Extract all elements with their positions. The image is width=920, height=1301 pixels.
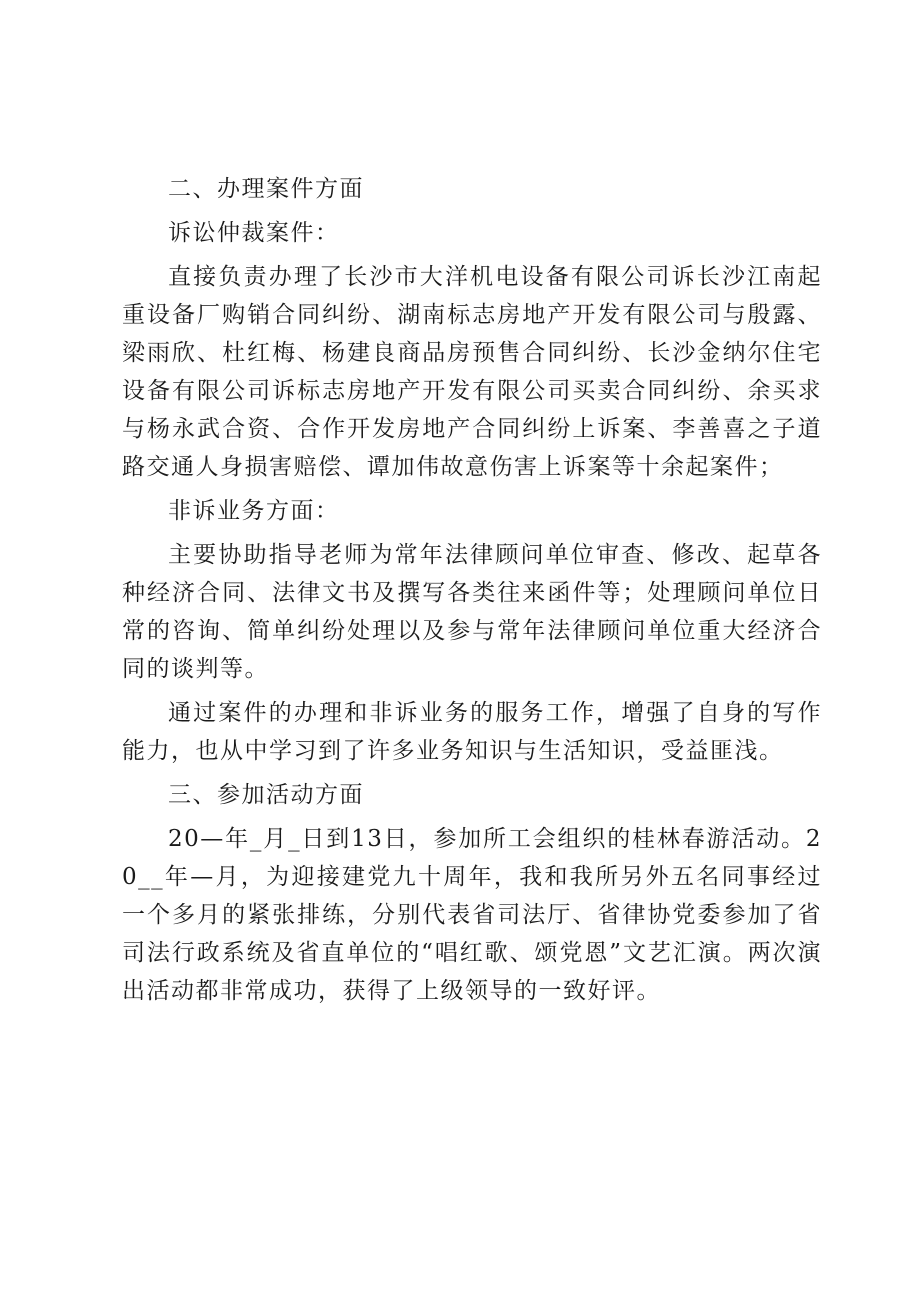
document-body	[122, 170, 822, 1016]
paragraph-non-litigation: 主要协助指导老师为常年法律顾问单位审查、修改、起草各种经济合同、法律文书及撰写各类往来函件等；处理顾问单位日常的咨询、简单纠纷处理以及参与常年法律顾问单位重大经济合同的谈判等。	[122, 542, 822, 682]
subheading-non-litigation: 非诉业务方面：	[168, 498, 340, 524]
subheading-litigation: 诉讼仲裁案件：	[168, 220, 340, 246]
section-heading-activities: 三、参加活动方面	[168, 782, 364, 808]
paragraph-litigation-cases: 直接负责办理了长沙市大洋机电设备有限公司诉长沙江南起重设备厂购销合同纠纷、湖南标志房地产开发有限公司与殷露、梁雨欣、杜红梅、杨建良商品房预售合同纠纷、长沙金纳尔住宅设备有限公司诉标志房地产开发有限公司买卖合同纠纷、余买求与杨永武合资、合作开发房地产合同纠纷上诉案、李善喜之子道路交通人身损害赔偿、谭加伟故意伤害上诉案等十余起案件；	[122, 264, 822, 480]
paragraph-summary: 通过案件的办理和非诉业务的服务工作，增强了自身的写作能力，也从中学习到了许多业务知识与生活知识，受益匪浅。	[122, 700, 822, 764]
section-heading-cases: 二、办理案件方面	[168, 176, 364, 202]
paragraph-activities: 20—年_月_日到13日，参加所工会组织的桂林春游活动。20__年—月，为迎接建党九十周年，我和我所另外五名同事经过一个多月的紧张排练，分别代表省司法厅、省律协党委参加了省司法行政系统及省直单位的“唱红歌、颂党恩”文艺汇演。两次演出活动都非常成功，获得了上级领导的一致好评。	[122, 826, 822, 1004]
